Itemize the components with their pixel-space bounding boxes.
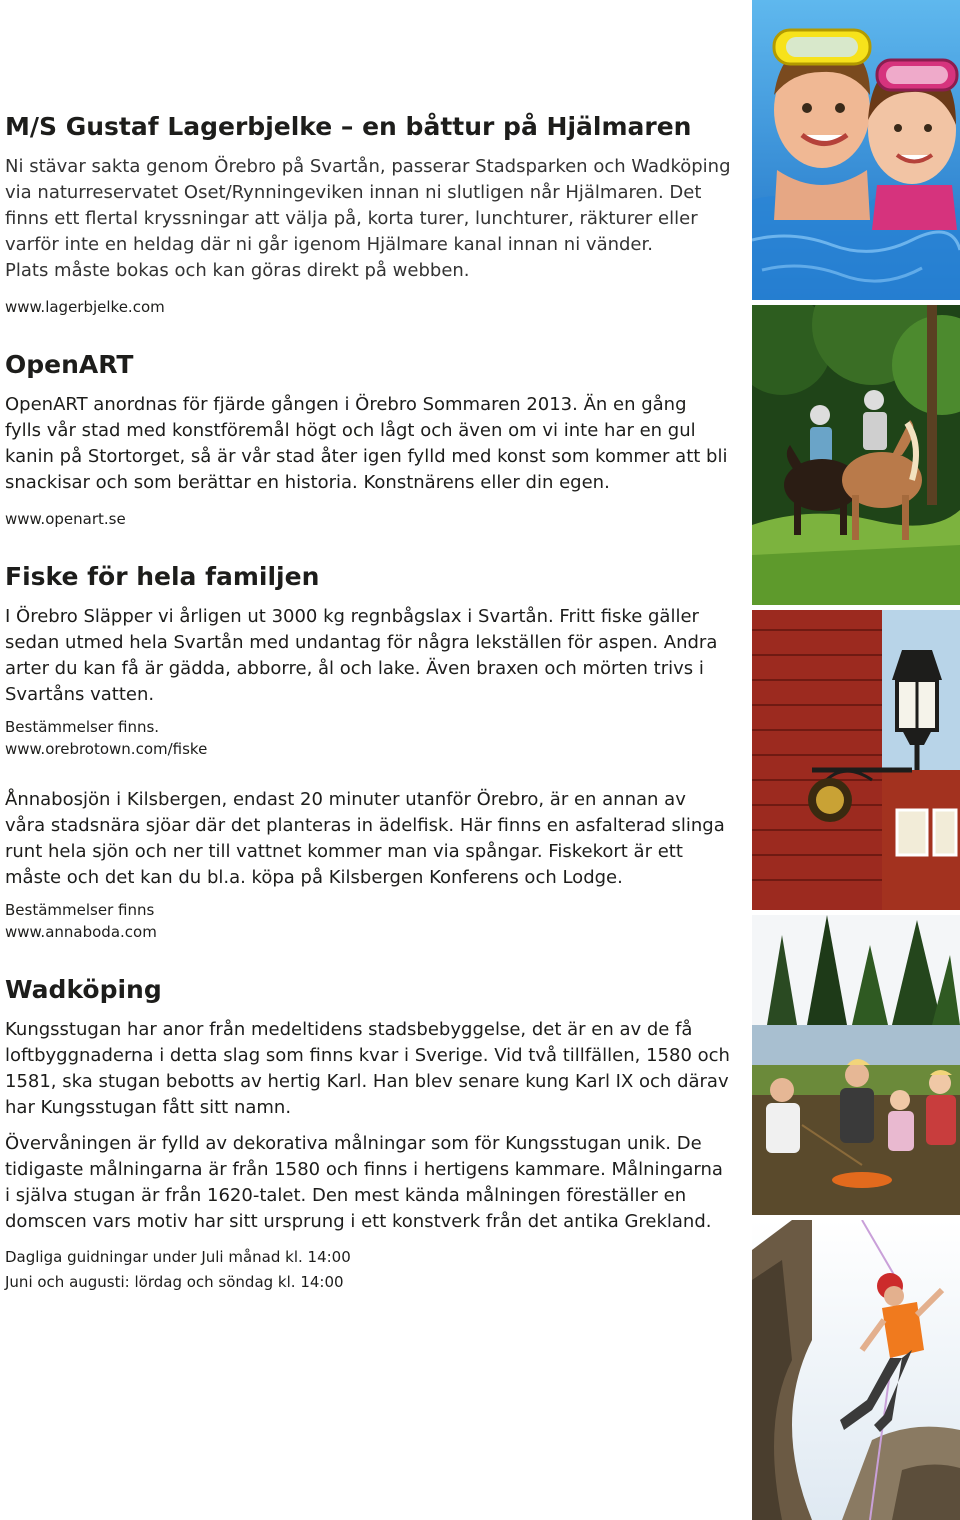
body-line: I Örebro Släpper vi årligen ut 3000 kg regnbågslax i Svartån. Fritt fiske gäller xyxy=(5,606,699,627)
body-line: loftbyggnaderna i detta slag som finns kvar i Sverige. Vid två tillfällen, 1580 och xyxy=(5,1045,730,1066)
body-line: Kungsstugan har anor från medeltidens stadsbebyggelse, det är en av de få xyxy=(5,1019,693,1040)
section-title: OpenART xyxy=(5,350,134,379)
body-line: OpenART anordnas för fjärde gången i Örebro Sommaren 2013. Än en gång xyxy=(5,394,687,415)
body-line: varför inte en heldag där ni går igenom Hjälmare kanal innan ni vänder. xyxy=(5,234,653,255)
website-link[interactable]: www.orebrotown.com/fiske xyxy=(5,740,208,758)
body-line: Ni stävar sakta genom Örebro på Svartån, passerar Stadsparken och Wadköping xyxy=(5,156,731,177)
body-line: snackisar och som berättar en historia. Konstnärens eller din egen. xyxy=(5,472,610,493)
website-link[interactable]: www.lagerbjelke.com xyxy=(5,298,165,316)
photo-horse-riding xyxy=(752,305,960,605)
body-line: domscen vars motiv har sitt ursprung i ett konstverk från det antika Grekland. xyxy=(5,1211,712,1232)
schedule-line: Juni och augusti: lördag och söndag kl. 14:00 xyxy=(5,1273,344,1291)
body-line: via naturreservatet Oset/Rynningeviken innan ni slutligen når Hjälmaren. Det xyxy=(5,182,702,203)
body-line: Svartåns vatten. xyxy=(5,684,155,705)
body-line: Ånnabosjön i Kilsbergen, endast 20 minuter utanför Örebro, är en annan av xyxy=(5,789,686,810)
website-link[interactable]: www.openart.se xyxy=(5,510,126,528)
body-line: runt hela sjön och ner till vattnet kommer man via spångar. Fiskekort är ett xyxy=(5,841,683,862)
section-boat-trip xyxy=(5,112,745,318)
schedule-line: Dagliga guidningar under Juli månad kl. 14:00 xyxy=(5,1248,351,1266)
body-line: kanin på Stortorget, så är vår stad åter igen fylld med konst som kommer att bli xyxy=(5,446,728,467)
body-line: Plats måste bokas och kan göras direkt på webben. xyxy=(5,260,470,281)
body-line: Övervåningen är fylld av dekorativa målningar som för Kungsstugan unik. De xyxy=(5,1133,702,1154)
regulations-note: Bestämmelser finns. xyxy=(5,718,160,736)
body-line: tidigaste målningarna är från 1580 och finns i hertigens kammare. Målningarna xyxy=(5,1159,723,1180)
section-title: M/S Gustaf Lagerbjelke – en båttur på Hjälmaren xyxy=(5,112,692,141)
section-title: Wadköping xyxy=(5,975,162,1004)
section-fishing xyxy=(5,562,745,760)
photo-strip xyxy=(752,0,960,1520)
section-openart xyxy=(5,350,745,530)
body-line: fylls vår stad med konstföremål högt och lågt och även om vi inte har en gul xyxy=(5,420,696,441)
regulations-note: Bestämmelser finns xyxy=(5,901,155,919)
body-line: arter du kan få är gädda, abborre, ål och lake. Även braxen och mörten trivs i xyxy=(5,658,704,679)
photo-family-campfire xyxy=(752,915,960,1215)
body-line: sedan utmed hela Svartån med undantag för några lekställen för aspen. Andra xyxy=(5,632,718,653)
body-line: 1581, ska stugan bebotts av hertig Karl. Han blev senare kung Karl IX och därav xyxy=(5,1071,729,1092)
photo-rock-climber xyxy=(752,1220,960,1520)
section-wadkoping xyxy=(5,975,745,1295)
body-line: våra stadsnära sjöar där det planteras in ädelfisk. Här finns en asfalterad slinga xyxy=(5,815,725,836)
body-line: måste och det kan du bl.a. köpa på Kilsbergen Konferens och Lodge. xyxy=(5,867,623,888)
section-title: Fiske för hela familjen xyxy=(5,562,320,591)
photo-wadkoping-lamp xyxy=(752,610,960,910)
body-line: finns ett flertal kryssningar att välja på, korta turer, lunchturer, räkturer eller xyxy=(5,208,698,229)
body-line: i själva stugan är från 1620-talet. Den mest kända målningen föreställer en xyxy=(5,1185,687,1206)
body-line: har Kungsstugan fått sitt namn. xyxy=(5,1097,292,1118)
photo-kids-swimming xyxy=(752,0,960,300)
section-annabosjon xyxy=(5,787,745,943)
website-link[interactable]: www.annaboda.com xyxy=(5,923,157,941)
